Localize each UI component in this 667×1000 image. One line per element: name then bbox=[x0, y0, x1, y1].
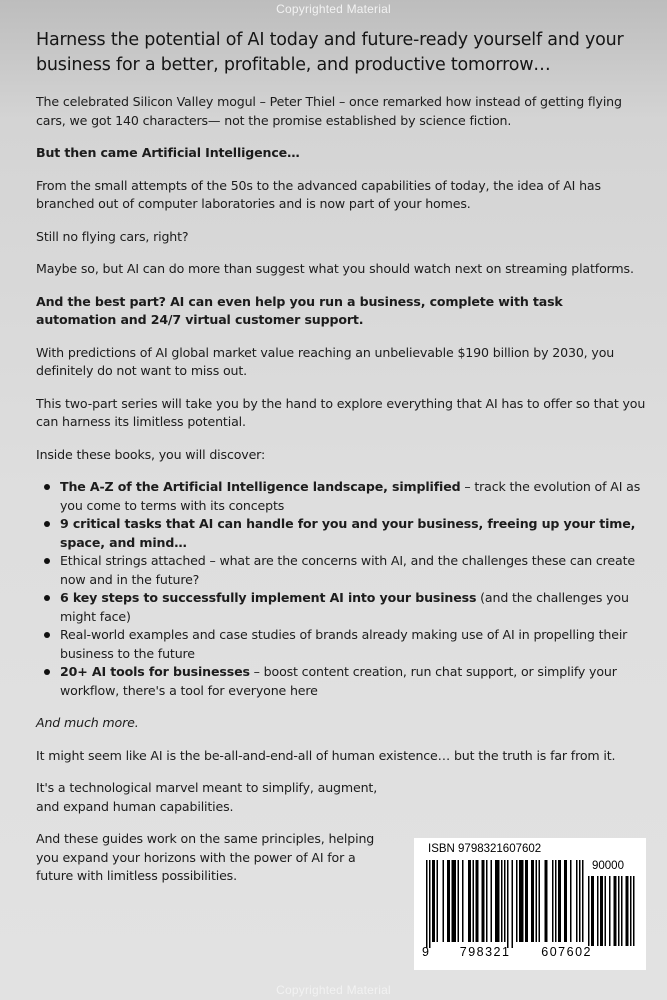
copyright-watermark-top: Copyrighted Material bbox=[276, 2, 391, 16]
bullet-icon bbox=[44, 521, 50, 527]
paragraph-best-part: And the best part? AI can even help you run a business, complete with task automation and 24/7 virtual customer support. bbox=[36, 293, 563, 327]
list-item bbox=[36, 589, 646, 626]
paragraph-be-all: It might seem like AI is the be-all-and-end-all of human existence… but the truth is far from it. bbox=[36, 747, 616, 763]
barcode-digits bbox=[422, 945, 592, 959]
list-item-text: – track the evolution of AI as you come to terms with its concepts bbox=[60, 479, 641, 513]
list-item-text: (and the challenges you might face) bbox=[60, 590, 629, 624]
barcode-digits-left: 798321 bbox=[459, 945, 511, 959]
list-item bbox=[36, 626, 646, 663]
list-item bbox=[36, 552, 646, 589]
bullet-icon bbox=[44, 558, 50, 564]
list-item bbox=[36, 478, 646, 515]
paragraph-much-more: And much more. bbox=[36, 715, 139, 730]
list-item bbox=[36, 515, 646, 552]
list-item-bold: 20+ AI tools for businesses bbox=[60, 664, 250, 679]
isbn-barcode bbox=[414, 838, 646, 970]
barcode-bars bbox=[426, 860, 584, 948]
list-item-text: Ethical strings attached – what are the concerns with AI, and the challenges these can create now and in the future? bbox=[60, 553, 635, 587]
paragraph-marvel: It's a technological marvel meant to simplify, augment, and expand human capabilities. bbox=[36, 780, 378, 814]
list-item-bold: The A-Z of the Artificial Intelligence landscape, simplified bbox=[60, 479, 461, 494]
isbn-label: ISBN 9798321607602 bbox=[428, 843, 542, 855]
bullet-icon bbox=[44, 632, 50, 638]
paragraph-ai-intro: But then came Artificial Intelligence… bbox=[36, 145, 300, 160]
list-item-text: Real-world examples and case studies of brands already making use of AI in propelling their business to the future bbox=[60, 627, 628, 661]
list-item-bold: 6 key steps to successfully implement AI into your business bbox=[60, 590, 477, 605]
list-item bbox=[36, 663, 646, 700]
bullet-icon bbox=[44, 595, 50, 601]
barcode-addon-bars bbox=[588, 876, 638, 948]
discover-list bbox=[36, 478, 646, 700]
list-item-bold: 9 critical tasks that AI can handle for you and your business, freeing up your time, space, and mind… bbox=[60, 516, 636, 550]
paragraph-ai-history: From the small attempts of the 50s to the advanced capabilities of today, the idea of AI has branched out of computer laboratories and is now part of your homes. bbox=[36, 177, 601, 211]
price-code: 90000 bbox=[592, 860, 624, 872]
barcode-digit-first: 9 bbox=[422, 945, 429, 959]
paragraph-thiel-quote: The celebrated Silicon Valley mogul – Peter Thiel – once remarked how instead of getting flying cars, we got 140 characters— not the promise established by science fiction. bbox=[36, 94, 622, 128]
paragraph-discover: Inside these books, you will discover: bbox=[36, 446, 266, 462]
headline: Harness the potential of AI today and future-ready yourself and your business for a better, profitable, and productive tomorrow… bbox=[36, 30, 624, 75]
paragraph-flying-cars: Still no flying cars, right? bbox=[36, 228, 189, 244]
list-item-text: – boost content creation, run chat support, or simplify your workflow, there's a tool for everyone here bbox=[60, 664, 617, 698]
paragraph-guides: And these guides work on the same principles, helping you expand your horizons with the power of AI for a future with limitless possibilities. bbox=[36, 831, 375, 883]
barcode-digits-right: 607602 bbox=[541, 945, 592, 959]
paragraph-streaming: Maybe so, but AI can do more than suggest what you should watch next on streaming platforms. bbox=[36, 261, 634, 276]
bullet-icon bbox=[44, 484, 50, 490]
bullet-icon bbox=[44, 669, 50, 675]
paragraph-series: This two-part series will take you by the hand to explore everything that AI has to offer so that you can harness its limitless potential. bbox=[36, 395, 646, 429]
paragraph-market-value: With predictions of AI global market value reaching an unbelievable $190 billion by 2030, you definitely do not want to miss out. bbox=[36, 344, 615, 378]
copyright-watermark-bottom: Copyrighted Material bbox=[276, 983, 391, 997]
back-cover-text bbox=[36, 28, 646, 900]
